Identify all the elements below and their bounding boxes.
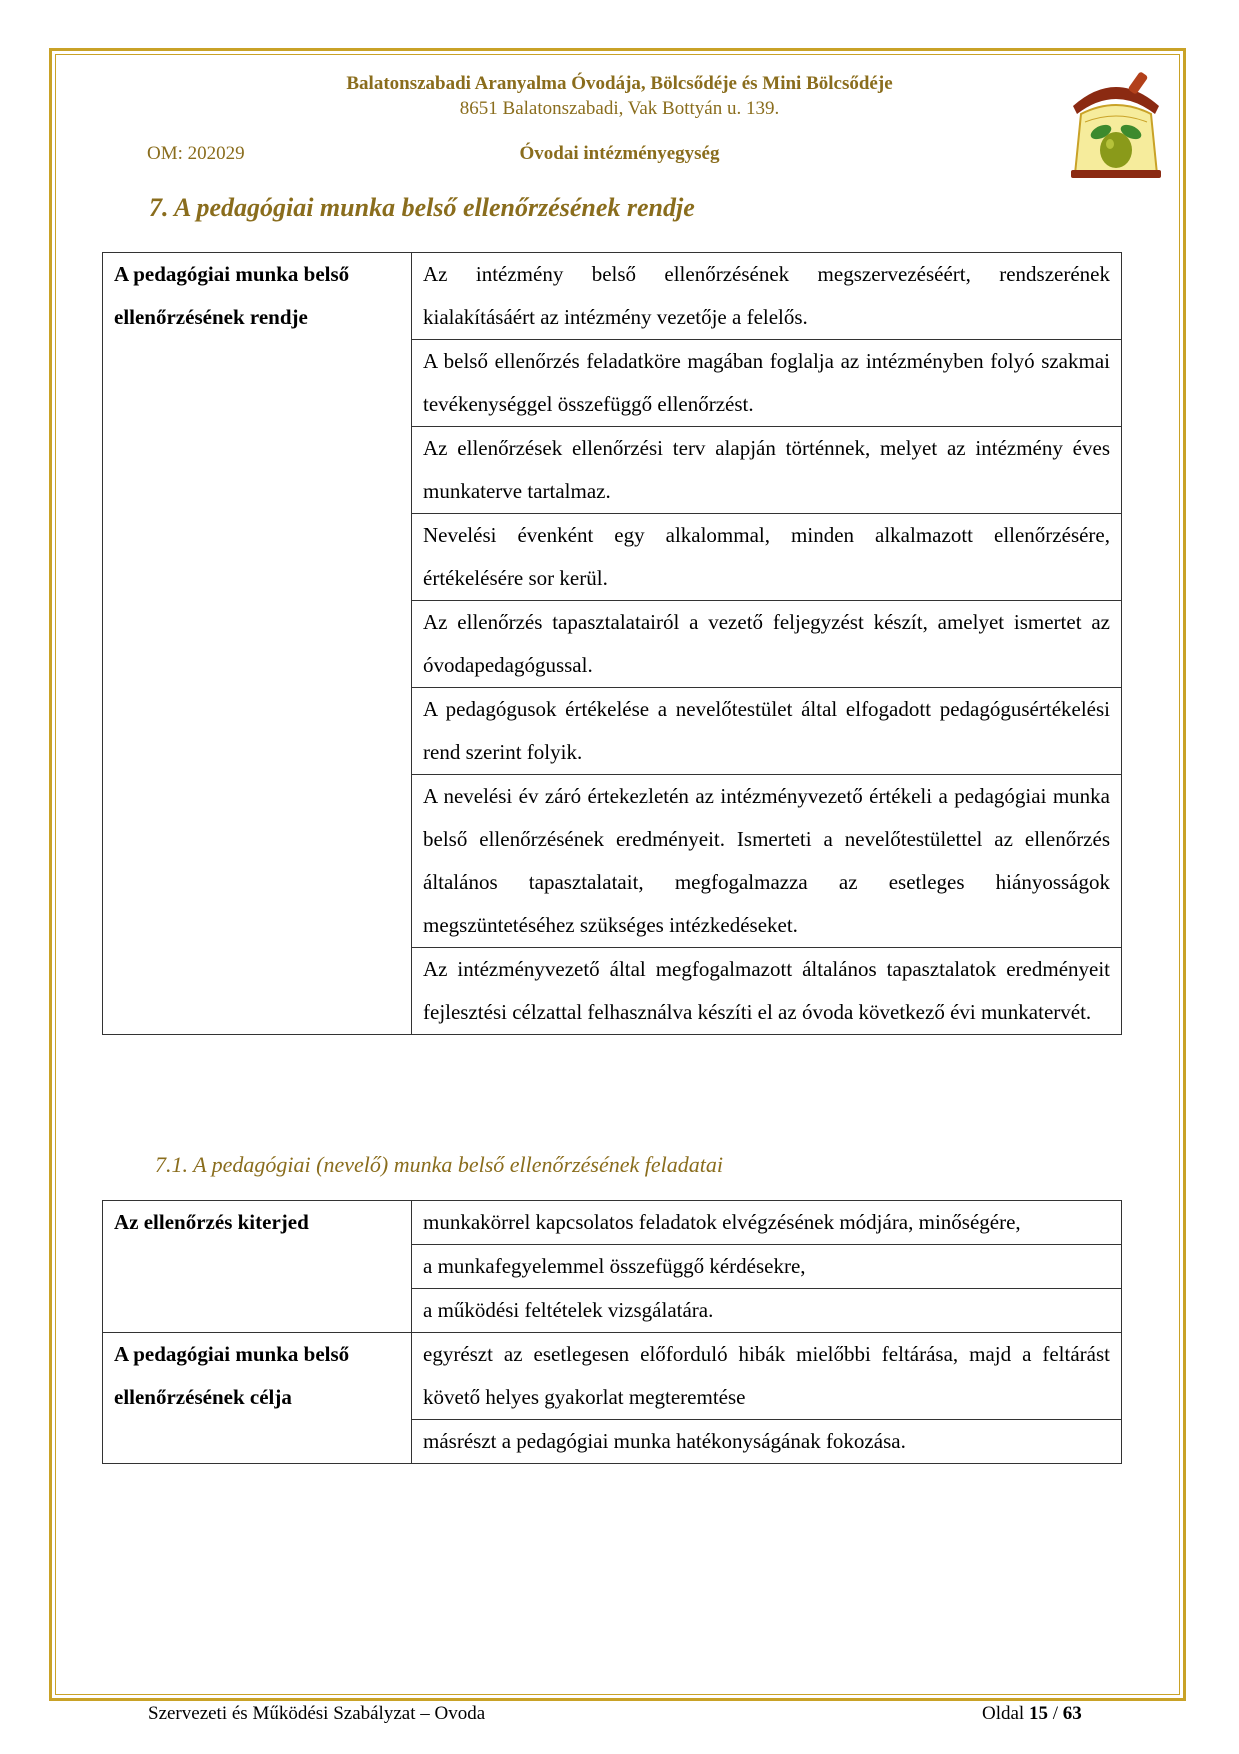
section-heading: 7. A pedagógiai munka belső ellenőrzésének rendje [149, 193, 695, 222]
table-row: A nevelési év záró értekezletén az intézményvezető értékeli a pedagógiai munka belső ellenőrzésének eredményeit. Ismerteti a nevelőtestülettel az ellenőrzés általános tapasztalatait, megfogalmazza az esetleges hiányosságok megszüntetéséhez szükséges intézkedéseket. [412, 775, 1122, 948]
table-row: Az intézmény belső ellenőrzésének megszervezéséért, rendszerének kialakításáért az intézmény vezetője a felelős. [412, 253, 1122, 340]
page-prefix: Oldal [982, 1703, 1025, 1724]
table-label-cell [103, 253, 412, 1035]
unit-name: Óvodai intézményegység [519, 143, 720, 164]
subsection-heading: 7.1. A pedagógiai (nevelő) munka belső ellenőrzésének feladatai [155, 1152, 723, 1177]
apple-bell-crest-icon [1063, 66, 1169, 184]
page-current: 15 [1028, 1703, 1048, 1724]
table-row: Az intézményvezető által megfogalmazott általános tapasztalatok eredményeit fejlesztési célzattal felhasználva készíti el az óvoda következő évi munkatervét. [412, 948, 1122, 1035]
institution-address: 8651 Balatonszabadi, Vak Bottyán u. 139. [459, 98, 780, 119]
table-row: A pedagógusok értékelése a nevelőtestület által elfogadott pedagógusértékelési rend szerint folyik. [412, 688, 1122, 775]
table-row: egyrészt az esetlegesen előforduló hibák mielőbbi feltárása, majd a feltárást követő helyes gyakorlat megteremtése [412, 1333, 1122, 1420]
institution-name: Balatonszabadi Aranyalma Óvodája, Bölcsődéje és Mini Bölcsődéje [346, 73, 893, 94]
table-row: Az ellenőrzések ellenőrzési terv alapján történnek, melyet az intézmény éves munkaterve tartalmaz. [412, 427, 1122, 514]
label-line: A pedagógiai munka belső [114, 1342, 350, 1366]
table-row: a munkafegyelemmel összefüggő kérdésekre, [412, 1245, 1122, 1289]
internal-control-order-table [102, 252, 1122, 1035]
table-label-cell: Az ellenőrzés kiterjed [103, 1201, 412, 1333]
table-row: Az ellenőrzés tapasztalatairól a vezető feljegyzést készít, amelyet ismertet az óvodapedagógussal. [412, 601, 1122, 688]
table-row: másrészt a pedagógiai munka hatékonyságának fokozása. [412, 1420, 1122, 1464]
table-row: A belső ellenőrzés feladatköre magában foglalja az intézményben folyó szakmai tevékenységgel összefüggő ellenőrzést. [412, 340, 1122, 427]
label-line: ellenőrzésének célja [114, 1385, 292, 1409]
om-identifier: OM: 202029 [147, 143, 245, 164]
table-row: Nevelési évenként egy alkalommal, minden alkalmazott ellenőrzésére, értékelésére sor kerül. [412, 514, 1122, 601]
label-line: ellenőrzésének rendje [114, 305, 308, 329]
table-row: a működési feltételek vizsgálatára. [412, 1289, 1122, 1333]
footer-document-title: Szervezeti és Működési Szabályzat – Ovoda [148, 1703, 486, 1724]
table-row: munkakörrel kapcsolatos feladatok elvégzésének módjára, minőségére, [412, 1201, 1122, 1245]
page-number [982, 1703, 1082, 1725]
page-total: 63 [1062, 1703, 1082, 1724]
label-line: A pedagógiai munka belső [114, 262, 350, 286]
page-separator: / [1052, 1703, 1058, 1724]
table-label-cell [103, 1333, 412, 1464]
internal-control-tasks-table [102, 1200, 1122, 1464]
